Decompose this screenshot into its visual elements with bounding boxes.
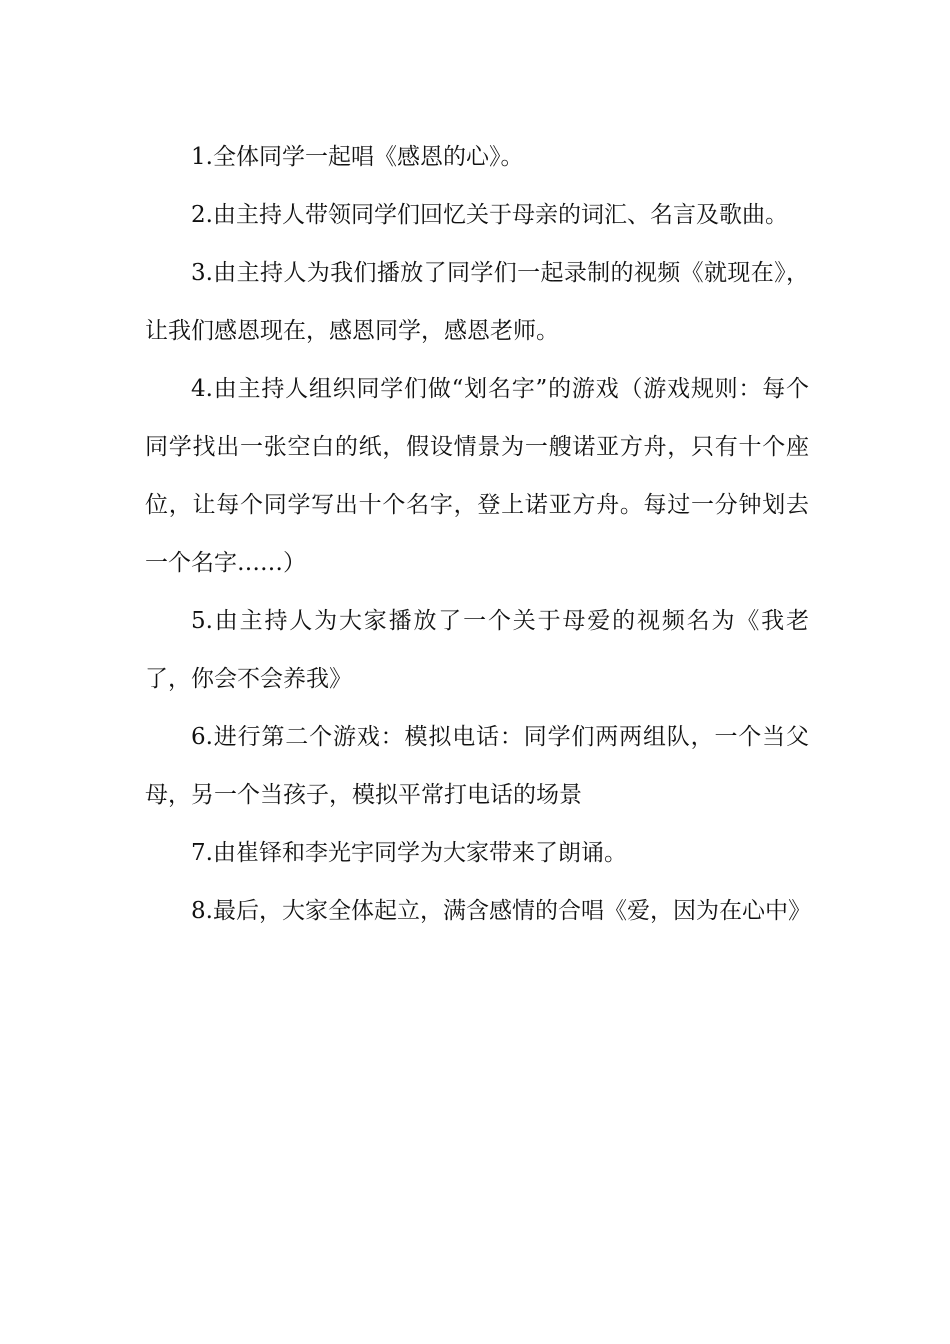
list-item: 3.由主持人为我们播放了同学们一起录制的视频《就现在》，让我们感恩现在，感恩同学，感恩老师。 bbox=[145, 260, 809, 344]
list-item: 1.全体同学一起唱《感恩的心》。 bbox=[191, 144, 524, 170]
document-body bbox=[145, 128, 809, 940]
list-item: 4.由主持人组织同学们做“划名字”的游戏（游戏规则：每个同学找出一张空白的纸，假设情景为一艘诺亚方舟，只有十个座位，让每个同学写出十个名字，登上诺亚方舟。每过一分钟划去一个名字……） bbox=[145, 376, 809, 576]
list-item: 2.由主持人带领同学们回忆关于母亲的词汇、名言及歌曲。 bbox=[191, 202, 788, 228]
list-item: 7.由崔铎和李光宇同学为大家带来了朗诵。 bbox=[191, 840, 627, 866]
list-item: 8.最后，大家全体起立，满含感情的合唱《爱，因为在心中》 bbox=[191, 898, 811, 924]
list-item: 5.由主持人为大家播放了一个关于母爱的视频名为《我老了，你会不会养我》 bbox=[145, 608, 809, 692]
list-item: 6.进行第二个游戏：模拟电话：同学们两两组队，一个当父母，另一个当孩子，模拟平常打电话的场景 bbox=[145, 724, 809, 808]
